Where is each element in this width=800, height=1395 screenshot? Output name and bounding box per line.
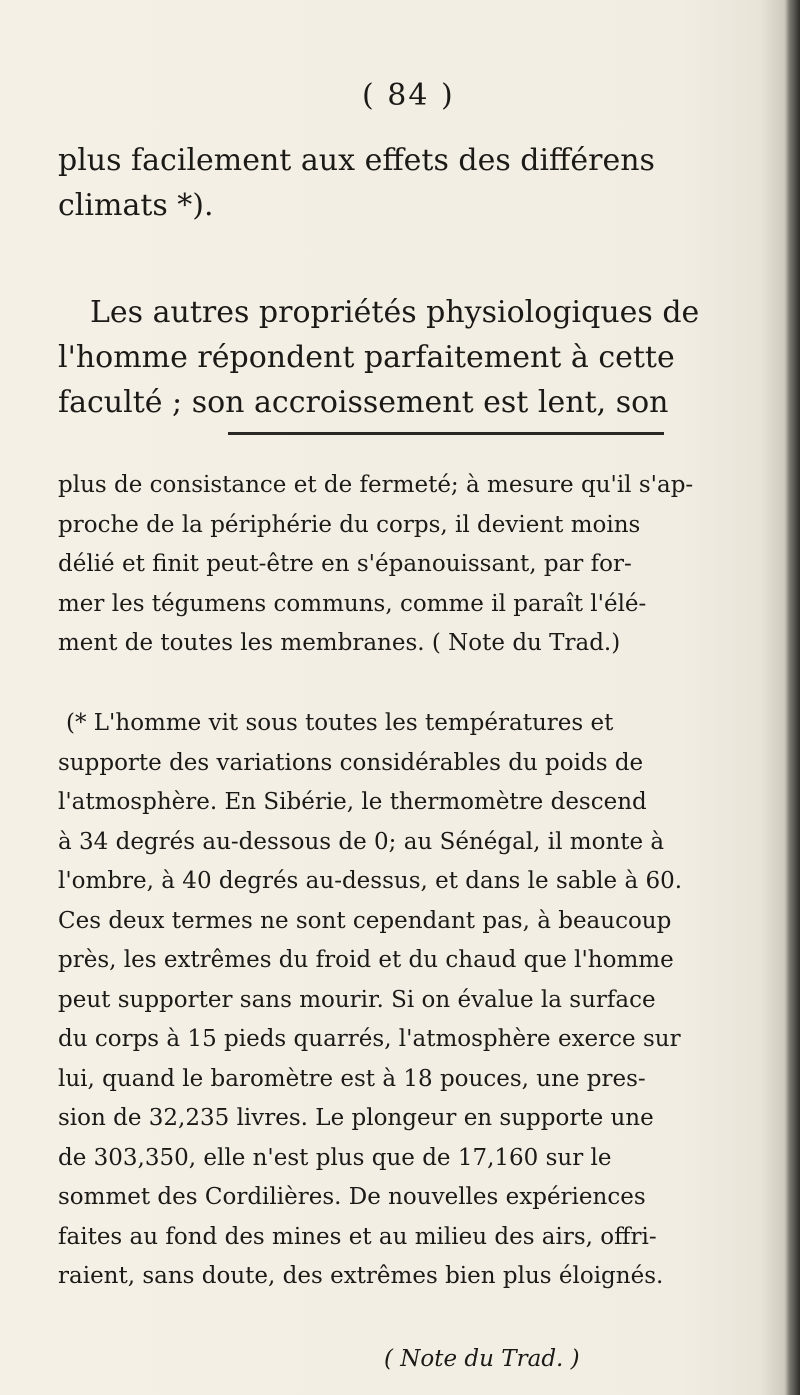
footnote-star — [58, 704, 708, 1297]
footnote-line: raient, sans doute, des extrêmes bien plus éloignés. — [58, 1263, 664, 1289]
footnote-line: l'atmosphère. En Sibérie, le thermomètre descend — [58, 789, 647, 815]
footnote-divider — [228, 432, 664, 435]
footnote-line: plus de consistance et de fermeté; à mesure qu'il s'ap- — [58, 472, 694, 498]
page-number: ( 84 ) — [362, 78, 455, 113]
footnote-line: l'ombre, à 40 degrés au-dessus, et dans le sable à 60. — [58, 868, 683, 894]
footnote-signature: ( Note du Trad. ) — [384, 1346, 580, 1372]
footnote-line: (* L'homme vit sous toutes les températures et — [66, 710, 614, 736]
footnote-line: mer les tégumens communs, comme il paraît l'élé- — [58, 590, 647, 617]
main-text-line: climats *). — [58, 188, 214, 223]
footnote-line: ment de toutes les membranes. ( Note du Trad.) — [58, 630, 621, 656]
page-edge-shadow — [786, 0, 800, 1395]
footnote-line: à 34 degrés au-dessous de 0; au Sénégal, il monte à — [58, 828, 665, 855]
main-text-line: faculté ; son accroissement est lent, son — [58, 385, 669, 420]
footnote-line: Ces deux termes ne sont cependant pas, à beaucoup — [58, 907, 672, 934]
main-text-line: plus facilement aux effets des différens — [58, 143, 655, 178]
footnote-line: faites au fond des mines et au milieu des airs, offri- — [58, 1223, 657, 1250]
footnote-line: délié et finit peut-être en s'épanouissant, par for- — [58, 551, 632, 577]
footnote-line: près, les extrêmes du froid et du chaud que l'homme — [58, 947, 674, 973]
footnote-line: peut supporter sans mourir. Si on évalue la surface — [58, 986, 656, 1013]
footnote-line: sommet des Cordilières. De nouvelles expériences — [58, 1184, 646, 1210]
footnote-line: proche de la périphérie du corps, il devient moins — [58, 511, 641, 538]
footnote-line: du corps à 15 pieds quarrés, l'atmosphère exerce sur — [58, 1026, 681, 1052]
main-text-block — [58, 138, 708, 228]
main-text-line: l'homme répondent parfaitement à cette — [58, 340, 675, 375]
footnote-line: lui, quand le baromètre est à 18 pouces, une pres- — [58, 1065, 646, 1092]
main-text-line: Les autres propriétés physiologiques de — [90, 295, 700, 330]
footnote-line: sion de 32,235 livres. Le plongeur en supporte une — [58, 1105, 654, 1131]
main-paragraph — [58, 290, 708, 425]
footnote-line: supporte des variations considérables du poids de — [58, 749, 644, 776]
footnote-continuation — [58, 466, 708, 664]
footnote-line: de 303,350, elle n'est plus que de 17,160 sur le — [58, 1144, 612, 1171]
